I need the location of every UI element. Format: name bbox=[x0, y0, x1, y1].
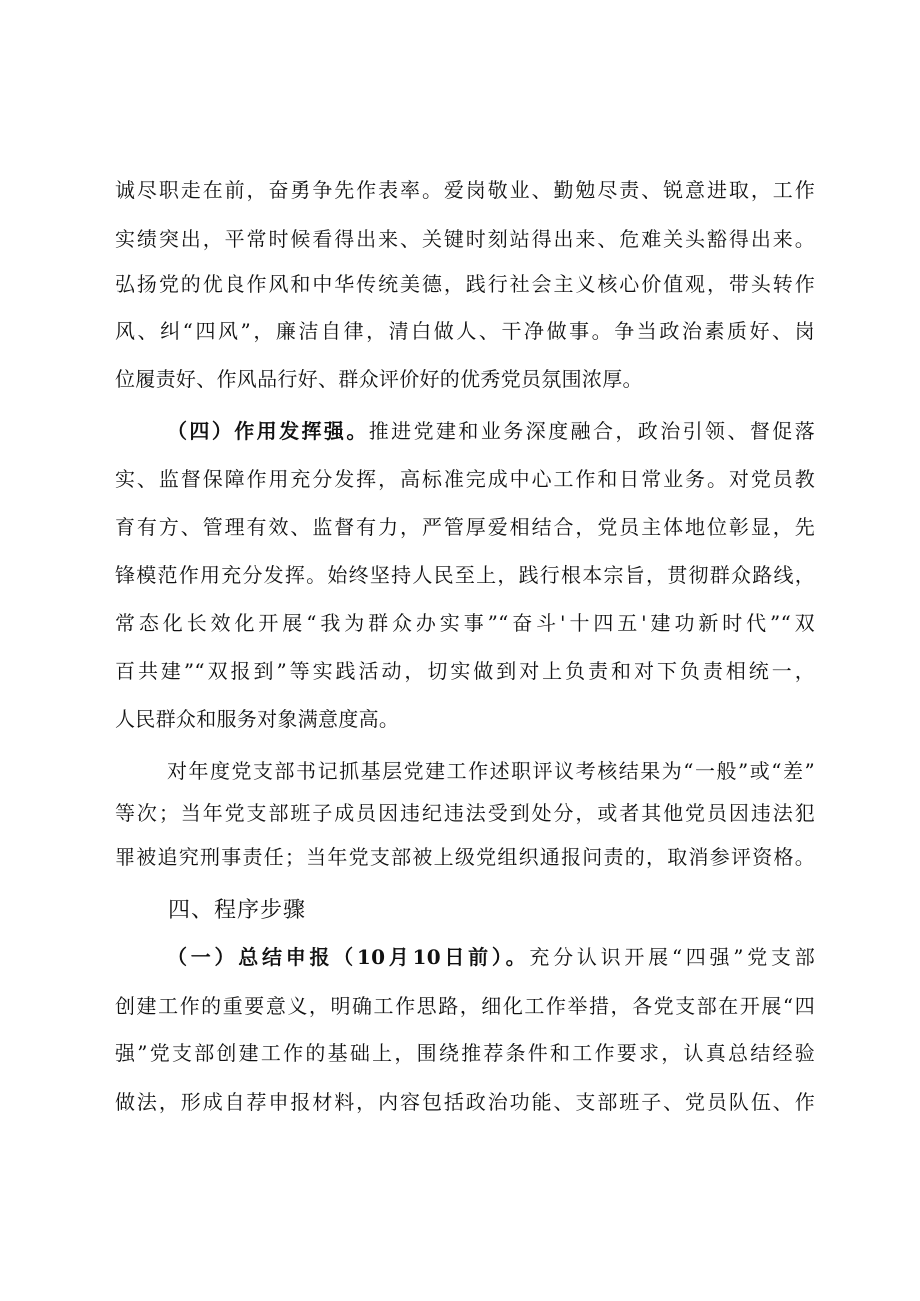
paragraph-line: 锋模范作用充分发挥。始终坚持人民至上，践行根本宗旨，贯彻群众路线， bbox=[115, 563, 815, 587]
paragraph-line: 育有方、管理有效、监督有力，严管厚爱相结合，党员主体地位彰显，先 bbox=[115, 515, 815, 539]
paragraph-line: 等次；当年党支部班子成员因违纪违法受到处分，或者其他党员因违法犯 bbox=[115, 801, 815, 825]
paragraph-line: 实绩突出，平常时候看得出来、关键时刻站得出来、危难关头豁得出来。 bbox=[115, 227, 815, 251]
paragraph-text: 充分认识开展“四强”党支部 bbox=[529, 945, 816, 969]
paragraph-line: 做法，形成自荐申报材料，内容包括政治功能、支部班子、党员队伍、作 bbox=[115, 1090, 815, 1114]
paragraph-line: 弘扬党的优良作风和中华传统美德，践行社会主义核心价值观，带头转作 bbox=[115, 272, 815, 296]
paragraph-line: 实、监督保障作用充分发挥，高标准完成中心工作和日常业务。对党员教 bbox=[115, 467, 815, 491]
paragraph-first-line bbox=[115, 944, 815, 970]
subsection-heading: （一）总结申报（10月10日前）。 bbox=[167, 945, 530, 969]
paragraph-text: 推进党建和业务深度融合，政治引领、督促落 bbox=[368, 419, 816, 443]
paragraph-line: 人民群众和服务对象满意度高。 bbox=[115, 707, 400, 731]
paragraph-line: 位履责好、作风品行好、群众评价好的优秀党员氛围浓厚。 bbox=[115, 367, 643, 391]
paragraph-first-line: 对年度党支部书记抓基层党建工作述职评议考核结果为“一般”或“差” bbox=[167, 759, 815, 783]
subsection-heading: （四）作用发挥强。 bbox=[167, 419, 369, 443]
paragraph-line: 罪被追究刑事责任；当年党支部被上级党组织通报问责的，取消参评资格。 bbox=[115, 845, 815, 869]
paragraph-line: 诚尽职走在前，奋勇争先作表率。爱岗敬业、勤勉尽责、锐意进取，工作 bbox=[115, 178, 815, 202]
paragraph-line: 常态化长效化开展“我为群众办实事”“奋斗'十四五'建功新时代”“双 bbox=[115, 611, 815, 635]
paragraph-line: 百共建”“双报到”等实践活动，切实做到对上负责和对下负责相统一， bbox=[115, 659, 815, 683]
section-title: 四、程序步骤 bbox=[168, 898, 307, 923]
paragraph-first-line bbox=[115, 418, 815, 444]
paragraph-line: 风、纠“四风”，廉洁自律，清白做人、干净做事。争当政治素质好、岗 bbox=[115, 319, 815, 343]
paragraph-line: 创建工作的重要意义，明确工作思路，细化工作举措，各党支部在开展“四 bbox=[115, 994, 815, 1018]
paragraph-line: 强”党支部创建工作的基础上，围绕推荐条件和工作要求，认真总结经验 bbox=[115, 1041, 815, 1065]
